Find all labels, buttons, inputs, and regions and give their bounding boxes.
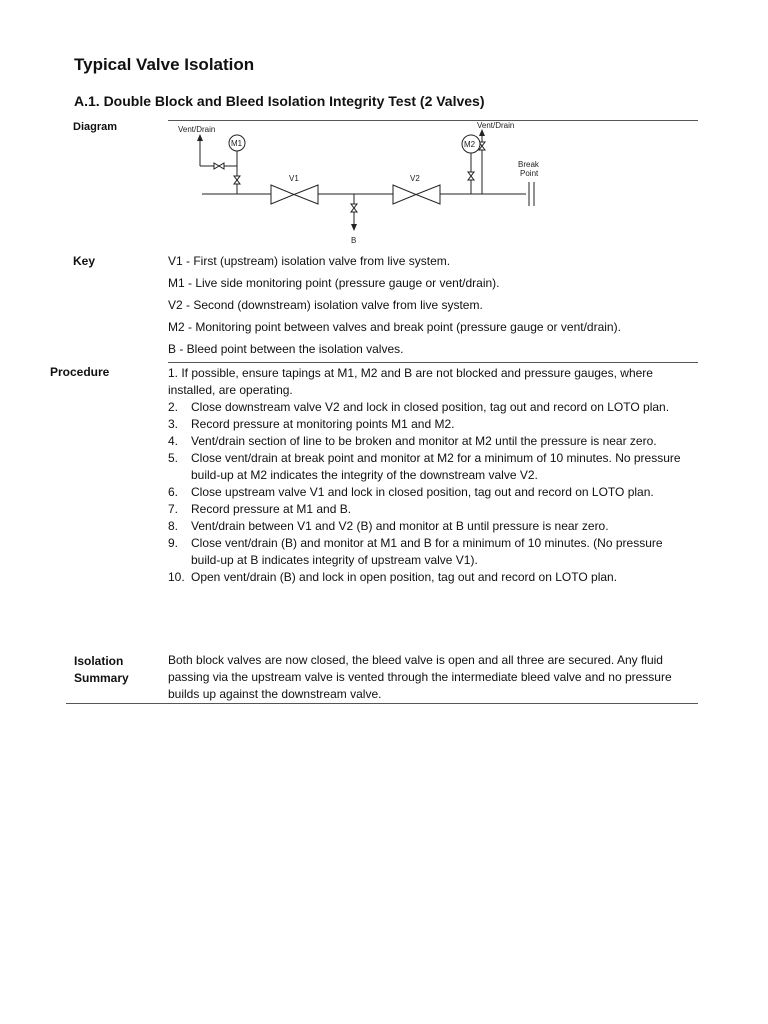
valve-v2-icon	[393, 185, 440, 204]
table-bottom-rule	[66, 703, 698, 704]
key-item: B - Bleed point between the isolation valves.	[168, 342, 404, 356]
key-item: V2 - Second (downstream) isolation valve from live system.	[168, 298, 483, 312]
small-valve-icon	[351, 204, 357, 212]
diagram-label: Diagram	[73, 121, 118, 133]
v2-label: V2	[410, 174, 420, 183]
procedure-step: 6. Close upstream valve V1 and lock in closed position, tag out and record on LOTO plan.	[168, 485, 654, 499]
procedure-step: 3. Record pressure at monitoring points M1 and M2.	[168, 417, 455, 431]
break-point-label: Break	[518, 160, 539, 169]
procedure-step: 10. Open vent/drain (B) and lock in open position, tag out and record on LOTO plan.	[168, 570, 618, 584]
procedure-step: 2. Close downstream valve V2 and lock in closed position, tag out and record on LOTO plan.	[168, 400, 670, 414]
m1-label: M1	[231, 139, 243, 148]
procedure-step: 7. Record pressure at M1 and B.	[168, 502, 352, 516]
procedure-label: Procedure	[50, 365, 110, 379]
procedure-step: 4. Vent/drain section of line to be broken and monitor at M2 until the pressure is near zero.	[168, 434, 657, 448]
procedure-step: 1. If possible, ensure tapings at M1, M2 and B are not blocked and pressure gauges, where installed, are operating.	[168, 366, 653, 397]
arrow-up-icon	[479, 129, 485, 136]
procedure-step: 9. Close vent/drain (B) and monitor at M1 and B for a minimum of 10 minutes. (No pressure build-up at B indicates integrity of upstream valve V1).	[168, 536, 663, 567]
key-item: M2 - Monitoring point between valves and break point (pressure gauge or vent/drain).	[168, 320, 621, 334]
arrow-down-icon	[351, 224, 357, 231]
key-item: M1 - Live side monitoring point (pressure gauge or vent/drain).	[168, 276, 500, 290]
m2-label: M2	[464, 140, 476, 149]
v1-label: V1	[289, 174, 299, 183]
key-list	[168, 254, 698, 364]
vent-drain-label: Vent/Drain	[178, 125, 216, 134]
isolation-summary-text: Both block valves are now closed, the bleed valve is open and all three are secured. Any fluid passing via the upstream valve is vented through the intermediate bleed valve and no pressure builds up against the downstream valve.	[168, 653, 672, 701]
valve-isolation-diagram	[168, 118, 539, 250]
procedure-step: 5. Close vent/drain at break point and monitor at M2 for a minimum of 10 minutes. No pressure build-up at M2 indicates the integrity of the downstream valve V2.	[168, 451, 681, 482]
arrow-up-icon	[197, 134, 203, 141]
key-label: Key	[73, 254, 96, 268]
valve-v1-icon	[271, 185, 318, 204]
section-heading: A.1. Double Block and Bleed Isolation Integrity Test (2 Valves)	[74, 93, 485, 109]
procedure-list	[168, 365, 688, 586]
key-item: V1 - First (upstream) isolation valve from live system.	[168, 254, 451, 268]
page-title: Typical Valve Isolation	[74, 55, 255, 74]
procedure-top-rule	[168, 362, 698, 363]
break-point-label: Point	[520, 169, 539, 178]
procedure-step: 8. Vent/drain between V1 and V2 (B) and monitor at B until pressure is near zero.	[168, 519, 609, 533]
bleed-b-label: B	[351, 236, 357, 245]
vent-drain-label: Vent/Drain	[477, 121, 515, 130]
isolation-summary-label: Isolation Summary	[74, 654, 129, 685]
